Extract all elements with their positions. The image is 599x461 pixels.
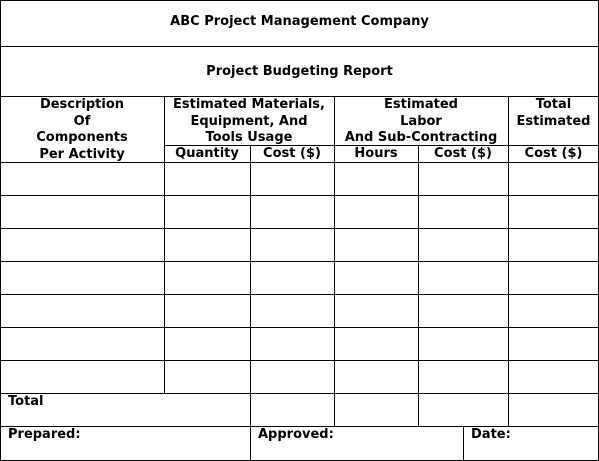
rule-row-4 bbox=[0, 294, 599, 295]
col-line-4 bbox=[418, 145, 419, 426]
header-total: Total Estimated bbox=[516, 97, 591, 129]
rule-row-2 bbox=[0, 228, 599, 229]
rule-row-7 bbox=[0, 393, 599, 394]
subheader-materials-cost: Cost ($) bbox=[263, 146, 321, 161]
rule-below-company bbox=[0, 46, 599, 47]
subheader-total-cost: Cost ($) bbox=[524, 146, 583, 161]
col-line-5 bbox=[463, 426, 464, 460]
subheader-quantity: Quantity bbox=[175, 146, 239, 161]
header-materials: Estimated Materials, Equipment, And Tools Usage bbox=[173, 97, 325, 145]
date-label: Date: bbox=[471, 427, 511, 442]
subheader-hours: Hours bbox=[354, 146, 398, 161]
company-title: ABC Project Management Company bbox=[170, 14, 429, 29]
border-top bbox=[0, 0, 599, 1]
total-label: Total bbox=[8, 394, 44, 409]
rule-row-3 bbox=[0, 261, 599, 262]
subheader-labor-cost: Cost ($) bbox=[434, 146, 492, 161]
rule-row-6 bbox=[0, 360, 599, 361]
col-line-2 bbox=[250, 145, 251, 460]
header-labor: Estimated Labor And Sub-Contracting bbox=[344, 97, 498, 145]
approved-label: Approved: bbox=[258, 427, 334, 442]
report-title: Project Budgeting Report bbox=[206, 64, 393, 79]
header-description: Description Of Components Per Activity bbox=[36, 97, 128, 162]
rule-row-1 bbox=[0, 195, 599, 196]
prepared-label: Prepared: bbox=[8, 427, 81, 442]
rule-row-5 bbox=[0, 327, 599, 328]
